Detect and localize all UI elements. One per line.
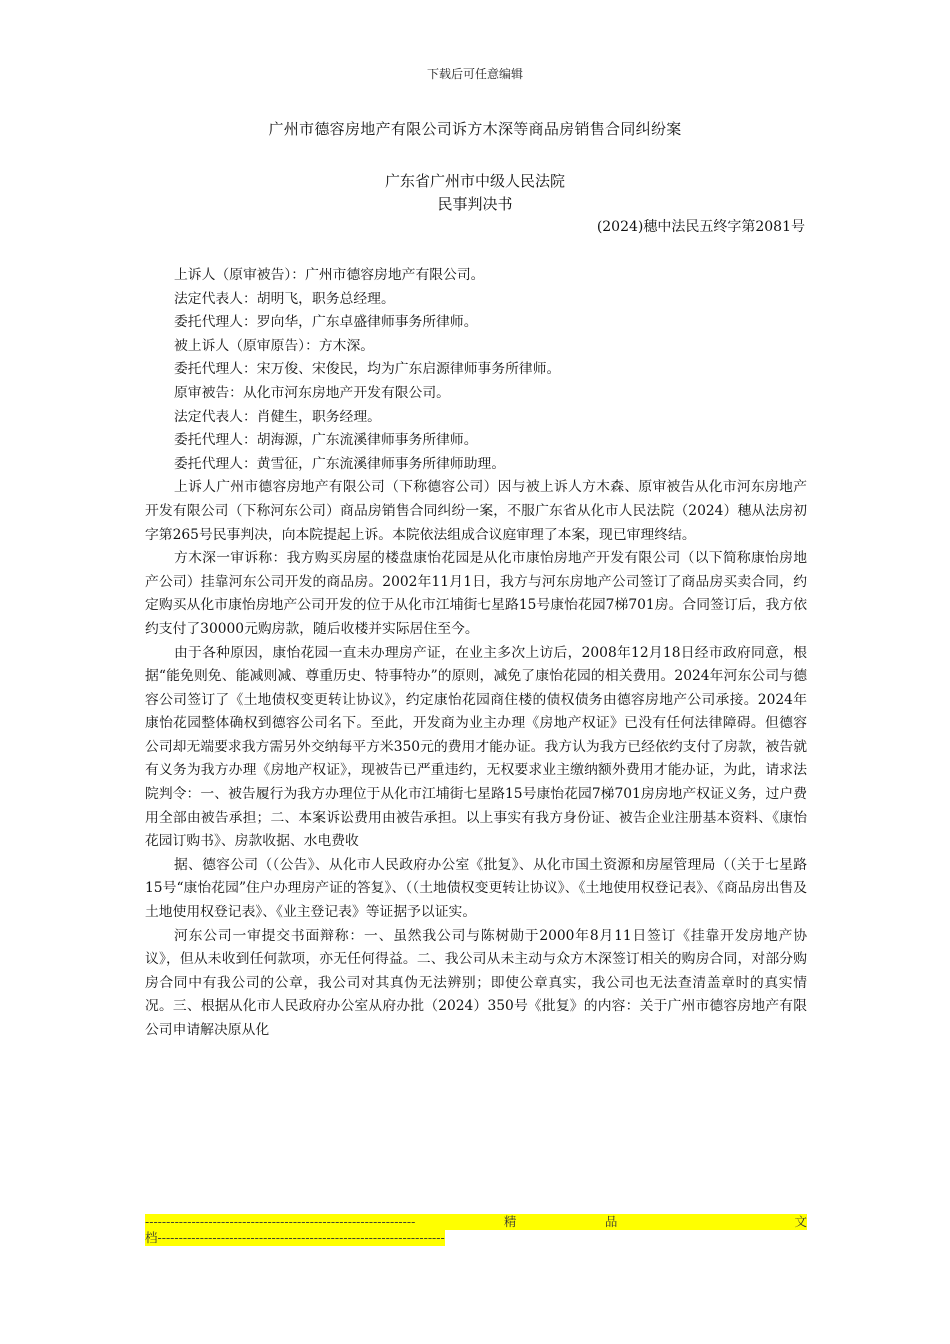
footer-word: 文 [794,1214,807,1229]
court-heading [0,170,950,216]
header-note: 下载后可任意编辑 [426,67,523,81]
party-line: 原审被告：从化市河东房地产开发有限公司。 [174,384,450,401]
paragraph: 由于各种原因，康怡花园一直未办理房产证，在业主多次上访后，2008年12月18日经市政府同意，根据“能免则免、能减则减、尊重历史、特事特办”的原则，减免了康怡花园的相关费用。2024年河东公司与德容公司签订了《土地债权变更转让协议》，约定康怡花园商住楼的债权债务由德容房地产公司承接。2024年康怡花园整体确权到德容公司名下。至此，开发商为业主办理《房地产权证》已没有任何法律障碍。但德容公司却无端要求我方需另外交纳每平方米350元的费用才能办证。我方认为我方已经依约支付了房款，被告就有义务为我方办理《房地产权证》，现被告已严重违约，无权要求业主缴纳额外费用才能办证，为此，请求法院判令：一、被告履行为我方办理位于从化市江埔街七星路15号康怡花园7梯701房房地产权证义务，过户费用全部由被告承担；二、本案诉讼费用由被告承担。以上事实有我方身份证、被告企业注册基本资料、《康怡花园订购书》、房款收据、水电费收 [145,644,807,850]
party-line: 上诉人（原审被告）：广州市德容房地产有限公司。 [174,267,485,283]
case-title: 广州市德容房地产有限公司诉方木深等商品房销售合同纠纷案 [268,120,682,138]
party-line: 委托代理人：宋万俊、宋俊民，均为广东启源律师事务所律师。 [174,361,561,378]
footer-line-1 [145,1214,807,1230]
footer-dashes: ---------------------------------------------------------------- [145,1214,416,1229]
footer-line-2: 档-------------------------------------------------------------------- [145,1230,445,1245]
footer-word: 精 [503,1214,517,1229]
party-line: 法定代表人：胡明飞，职务总经理。 [174,290,395,307]
paragraph: 方木深一审诉称：我方购买房屋的楼盘康怡花园是从化市康怡房地产开发有限公司（以下简称康怡房地产公司）挂靠河东公司开发的商品房。2002年11月1日，我方与河东房地产公司签订了商品房买卖合同，约定购买从化市康怡房地产公司开发的位于从化市江埔街七星路15号康怡花园7梯701房。合同签订后，我方依约支付了30000元购房款，随后收楼并实际居住至今。 [145,550,807,637]
footer-watermark [145,1214,807,1250]
footer-word: 品 [604,1214,618,1229]
paragraph: 上诉人广州市德容房地产有限公司（下称德容公司）因与被上诉人方木森、原审被告从化市河东房地产开发有限公司（下称河东公司）商品房销售合同纠纷一案，不服广东省从化市人民法院（2024）穗从法房初字第265号民事判决，向本院提起上诉。本院依法组成合议庭审理了本案，现已审理终结。 [145,479,807,543]
party-line: 委托代理人：胡海源，广东流溪律师事务所律师。 [174,432,478,449]
judgment-body [145,264,807,1043]
paragraph: 河东公司一审提交书面辩称：一、虽然我公司与陈树勋于2000年8月11日签订《挂靠开发房地产协议》，但从未收到任何款项，亦无任何得益。二、我公司从未主动与众方木深签订相关的购房合同，对部分购房合同中有我公司的公章，我公司对其真伪无法辨别；即使公章真实，我公司也无法查清盖章时的真实情况。三、根据从化市人民政府办公室从府办批（2024）350号《批复》的内容：关于广州市德容房地产有限公司申请解决原从化 [145,927,807,1038]
party-line: 委托代理人：黄雪征，广东流溪律师事务所律师助理。 [174,455,506,472]
case-number: (2024)穗中法民五终字第2081号 [596,219,805,235]
party-line: 被上诉人（原审原告）：方木深。 [174,337,375,354]
document-type: 民事判决书 [437,195,513,213]
party-line: 委托代理人：罗向华，广东卓盛律师事务所律师。 [174,314,478,331]
paragraph: 据、德容公司（（公告》、从化市人民政府办公室《批复》、从化市国土资源和房屋管理局（（关于七星路15号“康怡花园”住户办理房产证的答复》、（（土地债权变更转让协议》、《土地使用权登记表》、《商品房出售及土地使用权登记表》、《业主登记表》等证据予以证实。 [145,856,807,921]
party-line: 法定代表人：肖健生，职务经理。 [174,408,381,425]
court-name: 广东省广州市中级人民法院 [384,172,565,190]
